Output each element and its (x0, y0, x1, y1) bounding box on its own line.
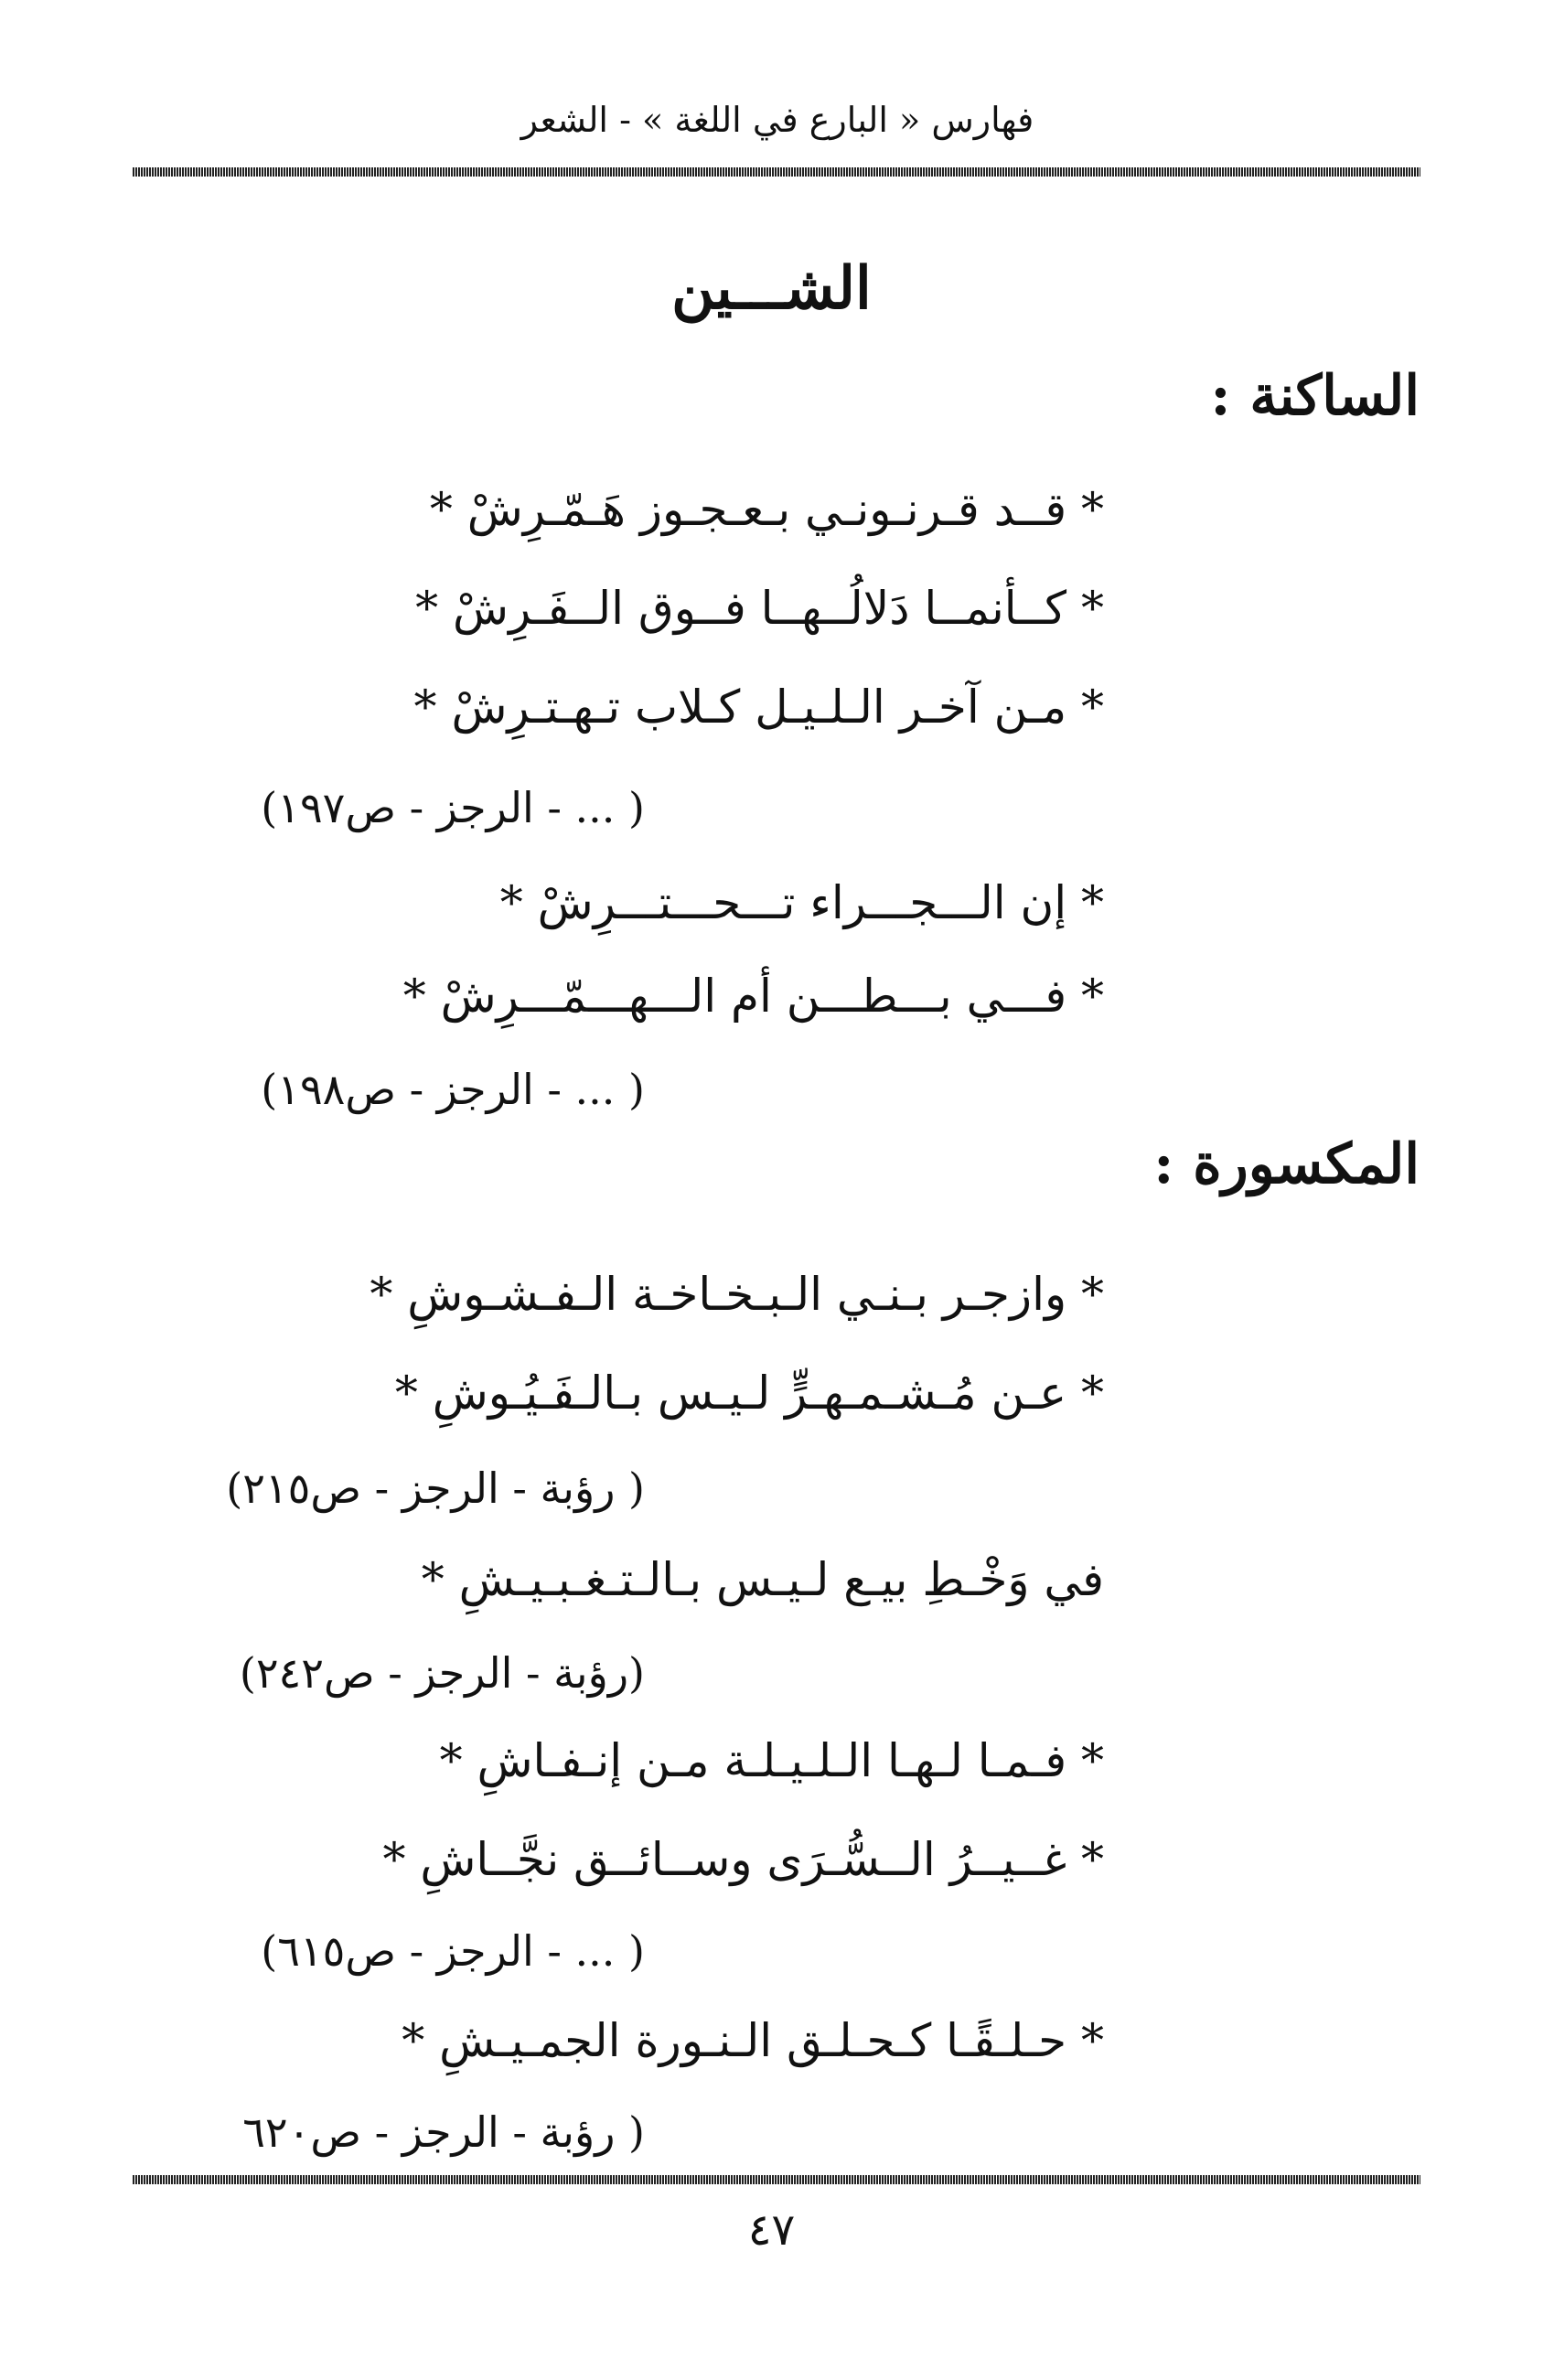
verse-line: * قــد قـرنـونـي بـعـجـوز هَـمّـرِشْ * (429, 483, 1104, 536)
verse-line: * فـمـا لـهـا الـلـيـلـة مـن إنـفـاشِ * (439, 1734, 1104, 1787)
verse-line: * غــيــرُ الــسُّـرَى وســائــق نجَّــاشِ * (382, 1833, 1104, 1886)
verse-line: في وَخْـطِ بيـع لـيـس بـالـتـغـبـيـشِ * (421, 1553, 1104, 1606)
verse-citation: (رؤبة - الرجز - ص٢٤٢) (239, 1648, 645, 1698)
footer-rule (133, 2175, 1420, 2184)
verse-line: * حـلـقًـا كـحـلـق الـنـورة الجمـيـشِ * (402, 2014, 1104, 2067)
page-number: ٤٧ (747, 2204, 796, 2256)
verse-line: * كــأنمــا دَلالُــهــا فــوق الــفَـرِشْ * (415, 582, 1104, 635)
verse-citation: ( ... - الرجز - ص٦١٥) (261, 1926, 645, 1976)
letter-title: الشـــين (671, 254, 872, 323)
verse-line: * وازجـر بـنـي الـبـخـاخـة الـفـشـوشِ * (370, 1268, 1104, 1321)
verse-citation: ( رؤبة - الرجز - ص٢١٥) (226, 1463, 645, 1513)
section-label-maksura: المكسورة : (1153, 1132, 1420, 1196)
verse-line: * عـن مُـشـمـهـرٍّ لـيـس بـالـفَـيُـوشِ * (394, 1367, 1104, 1420)
verse-line: * مـن آخـر الـلـيـل كـلاب تـهـتـرِشْ * (413, 681, 1104, 734)
verse-citation: ( رؤبة - الرجز - ص٦٢٠ (242, 2107, 645, 2157)
running-header: فهارس « البارع في اللغة » - الشعر (520, 100, 1034, 140)
verse-citation: ( ... - الرجز - ص١٩٧) (261, 783, 645, 832)
header-rule (133, 167, 1420, 177)
verse-citation: ( ... - الرجز - ص١٩٨) (261, 1065, 645, 1114)
section-label-sakina: الساكنة : (1210, 364, 1420, 428)
verse-line: * فـــي بـــطـــن أم الـــهـــمّـــرِشْ * (402, 970, 1104, 1023)
verse-line: * إن الـــجـــراء تـــحـــتـــرِشْ * (499, 876, 1104, 929)
